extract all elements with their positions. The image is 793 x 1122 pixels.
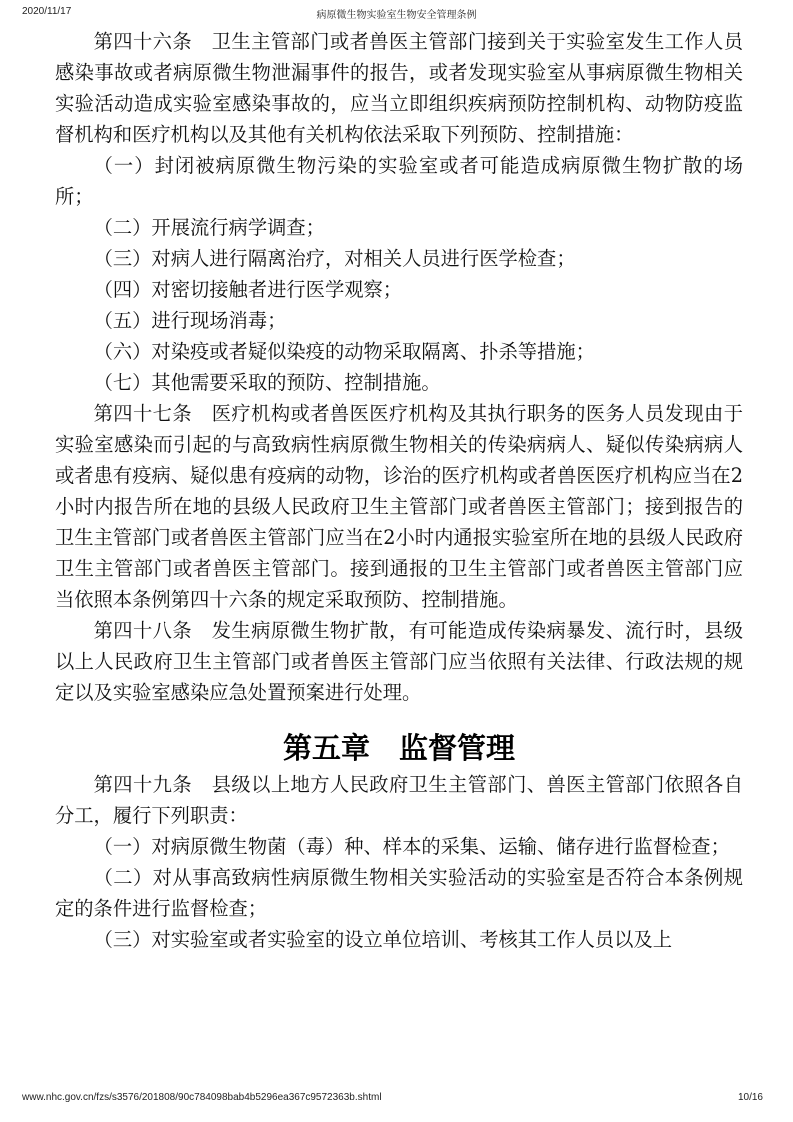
chapter-heading: 第五章 监督管理 <box>282 731 515 765</box>
print-date: 2020/11/17 <box>22 6 72 17</box>
article-46-item-7: （七）其他需要采取的预防、控制措施。 <box>93 371 441 394</box>
article-46-item-6: （六）对染疫或者疑似染疫的动物采取隔离、扑杀等措施； <box>93 340 595 363</box>
article-48: 第四十八条 发生病原微生物扩散，有可能造成传染病暴发、流行时，县级以上人民政府卫生主管部门或者兽医主管部门应当依照有关法律、行政法规的规定以及实验室感染应急处置预案进行处理。 <box>55 619 743 704</box>
article-49-intro: 第四十九条 县级以上地方人民政府卫生主管部门、兽医主管部门依照各自分工，履行下列职责： <box>55 773 743 827</box>
article-46-intro: 第四十六条 卫生主管部门或者兽医主管部门接到关于实验室发生工作人员感染事故或者病原微生物泄漏事件的报告，或者发现实验室从事病原微生物相关实验活动造成实验室感染事故的，应当立即组织疾病预防控制机构、动物防疫监督机构和医疗机构以及其他有关机构依法采取下列预防、控制措施： <box>55 30 743 146</box>
source-url: www.nhc.gov.cn/fzs/s3576/201808/90c784098bab4b5296ea367c9572363b.shtml <box>22 1092 382 1103</box>
article-49-item-3: （三）对实验室或者实验室的设立单位培训、考核其工作人员以及上 <box>93 928 673 951</box>
page-number: 10/16 <box>737 1092 763 1103</box>
regulation-text <box>55 26 743 955</box>
article-46-item-1: （一）封闭被病原微生物污染的实验室或者可能造成病原微生物扩散的场所； <box>55 154 743 208</box>
article-46-item-5: （五）进行现场消毒； <box>93 309 287 332</box>
article-46-item-4: （四）对密切接触者进行医学观察； <box>93 278 403 301</box>
article-46-item-2: （二）开展流行病学调查； <box>93 216 325 239</box>
print-header-title: 病原微生物实验室生物安全管理条例 <box>316 10 477 21</box>
article-49-item-1: （一）对病原微生物菌（毒）种、样本的采集、运输、储存进行监督检查； <box>93 835 730 858</box>
article-46-item-3: （三）对病人进行隔离治疗，对相关人员进行医学检查； <box>93 247 576 270</box>
article-47: 第四十七条 医疗机构或者兽医医疗机构及其执行职务的医务人员发现由于实验室感染而引起的与高致病性病原微生物相关的传染病病人、疑似传染病病人或者患有疫病、疑似患有疫病的动物，诊治的医疗机构或者兽医医疗机构应当在2小时内报告所在地的县级人民政府卫生主管部门或者兽医主管部门；接到报告的卫生主管部门或者兽医主管部门应当在2小时内通报实验室所在地的县级人民政府卫生主管部门或者兽医主管部门。接到通报的卫生主管部门或者兽医主管部门应当依照本条例第四十六条的规定采取预防、控制措施。 <box>55 402 743 611</box>
article-49-item-2: （二）对从事高致病性病原微生物相关实验活动的实验室是否符合本条例规定的条件进行监督检查； <box>55 866 743 920</box>
